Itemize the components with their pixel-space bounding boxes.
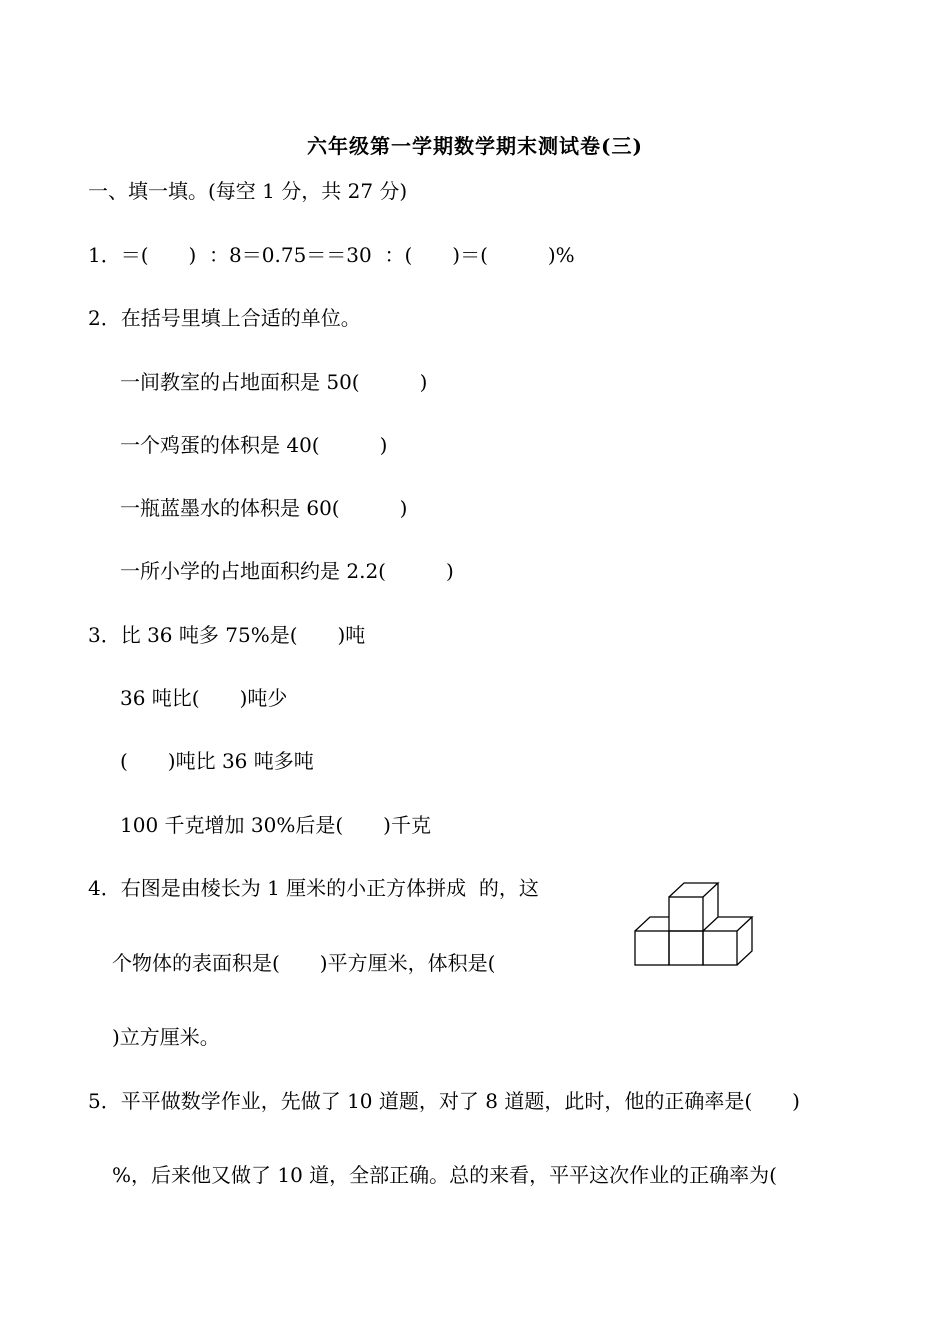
question-1: 1．＝( ) ：8＝0.75＝＝30 ：( )＝( )% [88,243,575,267]
question-2-item: 一所小学的占地面积约是 2.2( ) [120,559,454,583]
question-5-line: 5．平平做数学作业，先做了 10 道题，对了 8 道题，此时，他的正确率是( ) [88,1089,800,1113]
question-2-stem: 2．在括号里填上合适的单位。 [88,306,361,330]
question-2-item: 一间教室的占地面积是 50( ) [120,370,428,394]
question-2-item: 一个鸡蛋的体积是 40( ) [120,433,388,457]
question-2-item: 一瓶蓝墨水的体积是 60( ) [120,496,408,520]
question-3-item: ( )吨比 36 吨多吨 [120,749,314,773]
question-4-line: )立方厘米。 [112,1025,220,1049]
question-4-line: 个物体的表面积是( )平方厘米，体积是( [112,951,496,975]
page-title: 六年级第一学期数学期末测试卷(三) [307,134,643,158]
question-3-item: 100 千克增加 30%后是( )千克 [120,813,431,837]
question-5-line: %，后来他又做了 10 道，全部正确。总的来看，平平这次作业的正确率为( [112,1163,777,1187]
cube-assembly-figure [632,880,756,972]
question-4-line: 4．右图是由棱长为 1 厘米的小正方体拼成 的，这 [88,876,539,900]
question-3-item: 3．比 36 吨多 75%是( )吨 [88,623,366,647]
question-3-item: 36 吨比( )吨少 [120,686,288,710]
section-heading: 一、填一填。(每空 1 分，共 27 分) [88,179,408,203]
